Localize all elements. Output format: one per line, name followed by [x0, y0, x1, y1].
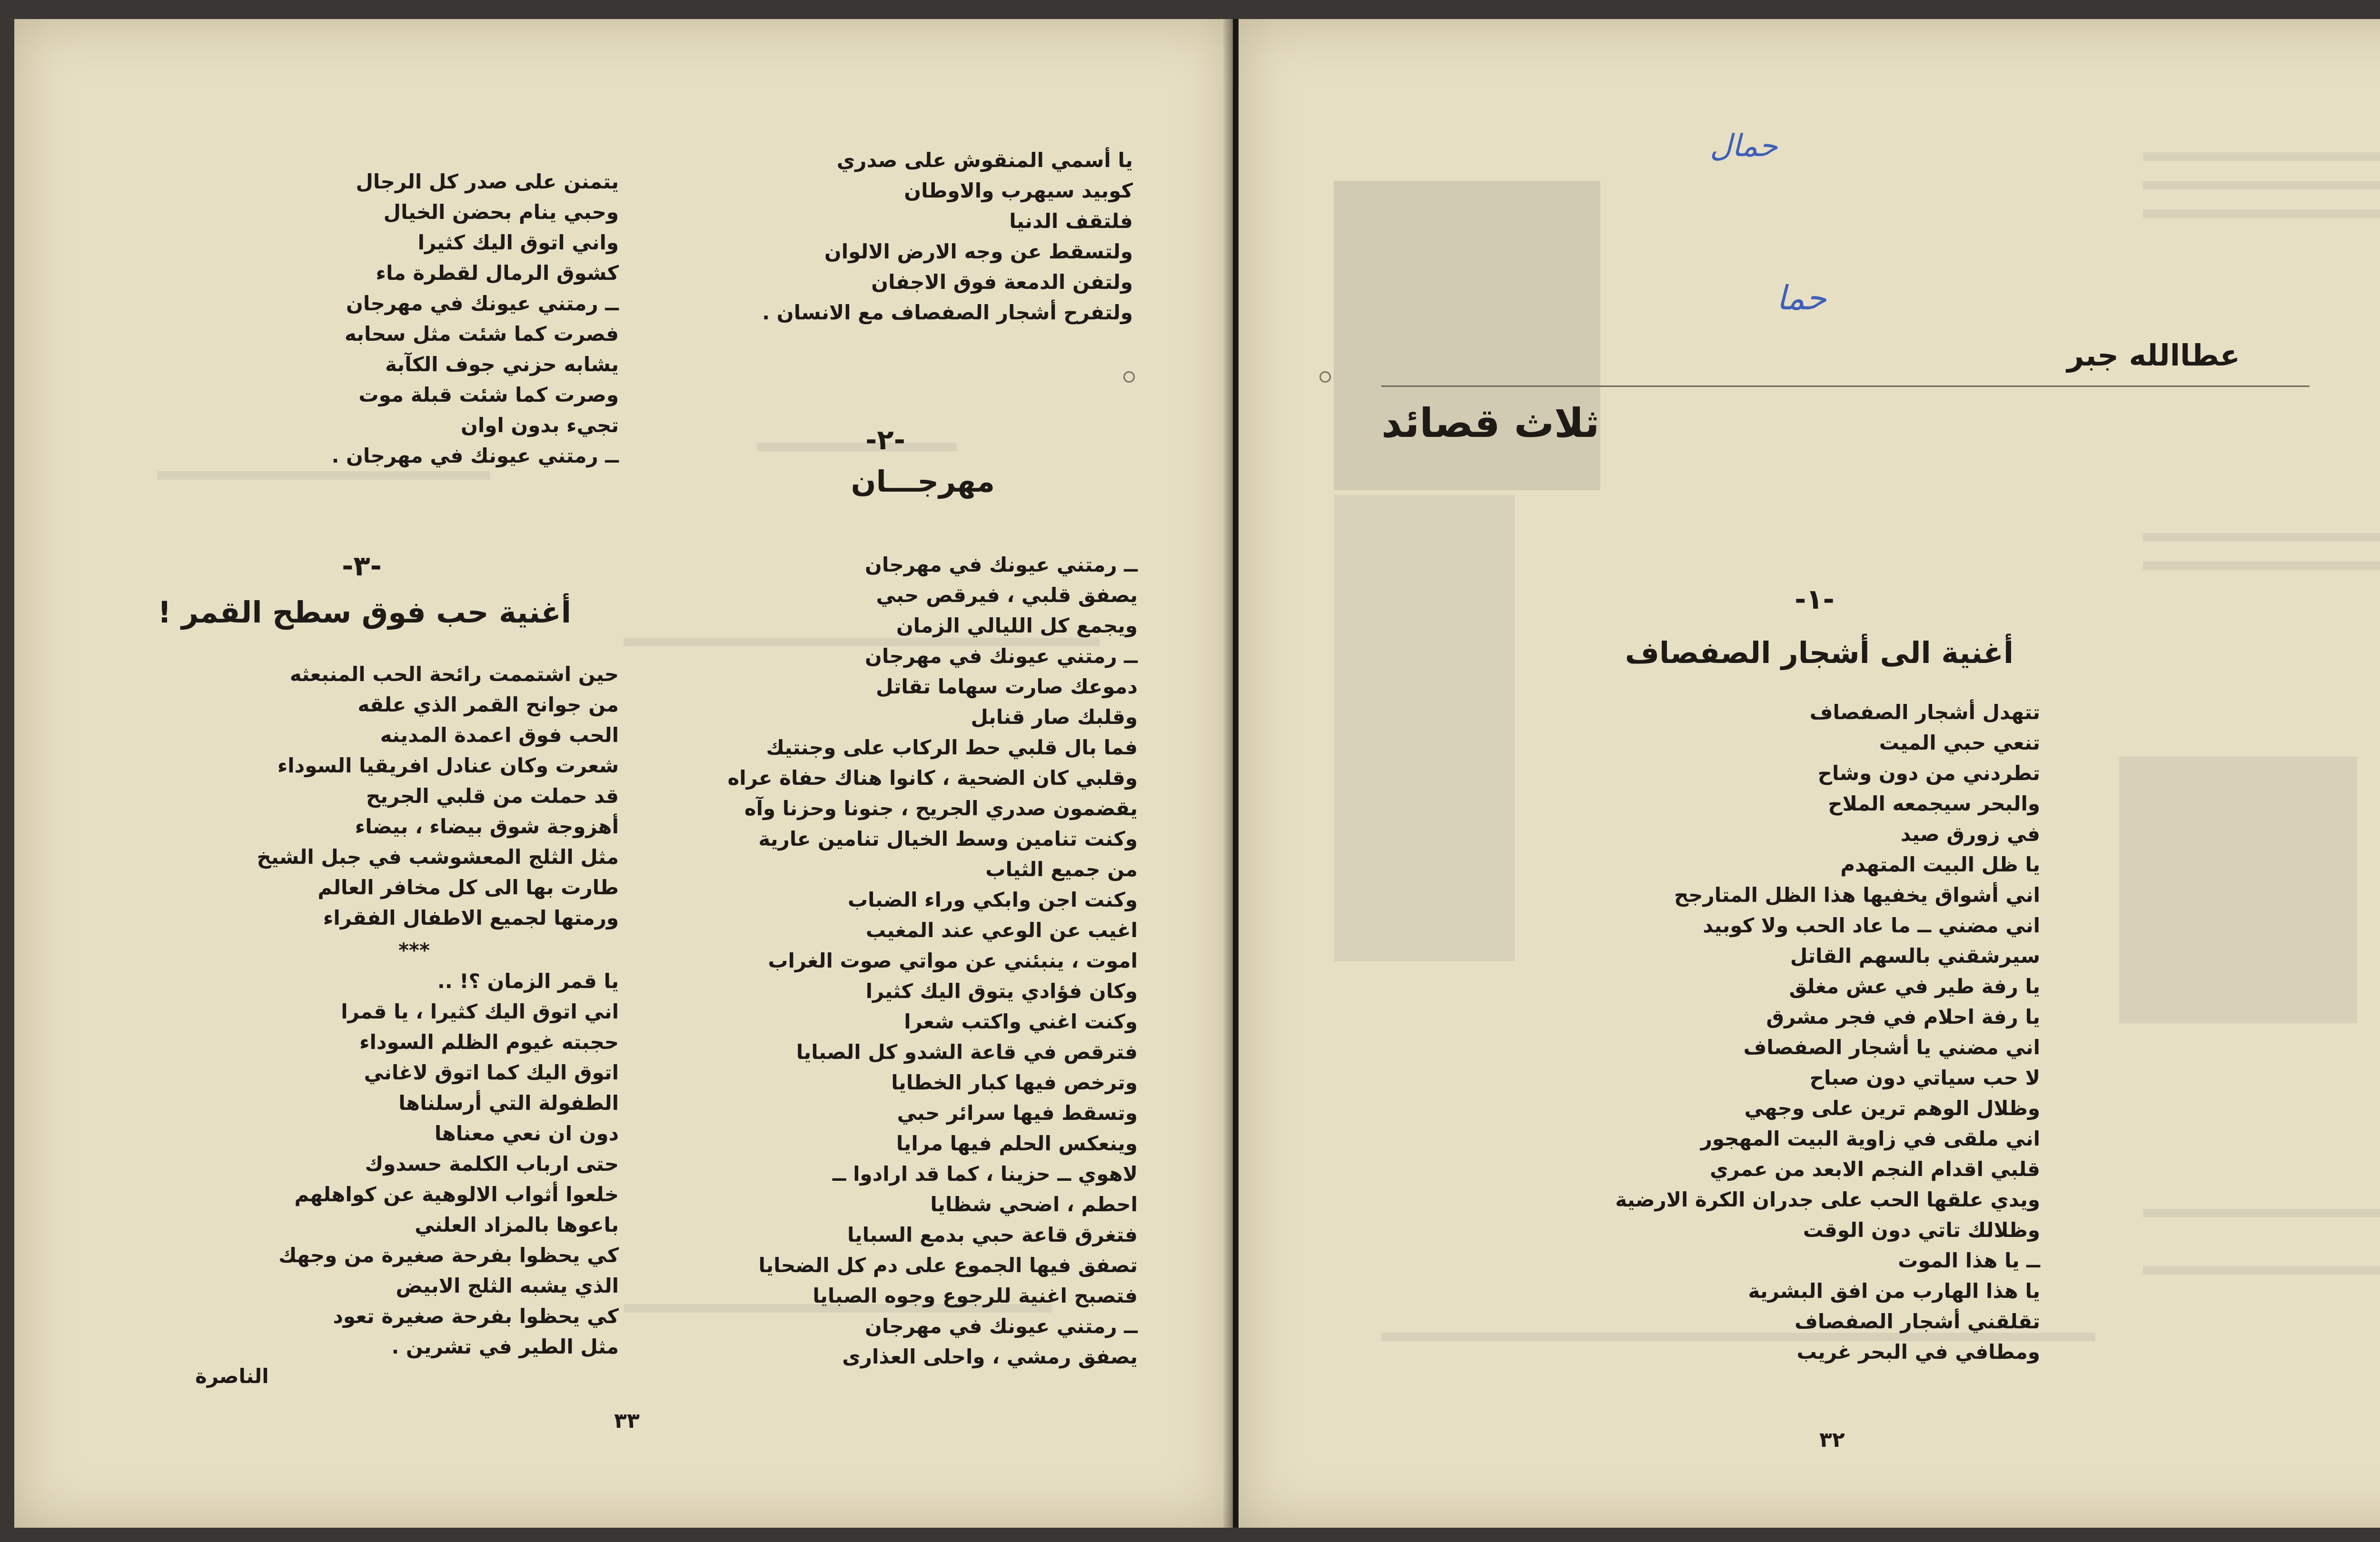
- verse-line: تصفق فيها الجموع على دم كل الضحايا: [758, 1254, 1138, 1277]
- verse-line: ــ رمتني عيونك في مهرجان: [346, 292, 619, 315]
- verse-line: وتسقط فيها سرائر حبي: [897, 1101, 1138, 1125]
- verse-line: حجبته غيوم الظلم السوداء: [359, 1030, 619, 1054]
- page-32: [1239, 19, 2380, 1528]
- verse-line: وصرت كما شئت قبلة موت: [358, 383, 619, 406]
- verse-line: وحبي ينام بحضن الخيال: [383, 200, 619, 224]
- poem3-body: [257, 659, 619, 933]
- verse-line: مثل الثلج المعشوشب في جبل الشيخ: [257, 845, 619, 869]
- poem1-title: أغنية الى أشجار الصفصاف: [1625, 635, 2014, 670]
- verse-line: يا هذا الهارب من افق البشرية: [1748, 1279, 2040, 1303]
- poem2-title: مهرجـــان: [851, 464, 995, 499]
- verse-line: يا رفة احلام في فجر مشرق: [1766, 1005, 2040, 1028]
- page-number: ٣٣: [614, 1409, 640, 1433]
- verse-line: حتى ارباب الكلمة حسدوك: [365, 1152, 619, 1176]
- verse-line: دون ان نعي معناها: [434, 1122, 619, 1145]
- bleed-through-text: [157, 471, 490, 480]
- page-number: ٣٢: [1819, 1428, 1845, 1452]
- verse-line: اني ملقى في زاوية البيت المهجور: [1700, 1127, 2040, 1150]
- verse-line: طارت بها الى كل مخافر العالم: [317, 876, 619, 899]
- verse-line: مثل الطير في تشرين .: [391, 1335, 619, 1358]
- verse-line: اني مضني ــ ما عاد الحب ولا كوبيد: [1703, 914, 2040, 937]
- verse-line: كي يحظوا بفرحة صغيرة من وجهك: [278, 1244, 619, 1267]
- verse-line: قد حملت من قلبي الجريح: [366, 784, 619, 808]
- verse-line: خلعوا أثواب الالوهية عن كواهلهم: [294, 1183, 619, 1206]
- verse-line: من جوانح القمر الذي علقه: [357, 693, 619, 716]
- verse-line: يا قمر الزمان ؟! ..: [437, 969, 619, 993]
- poem1-body: [1615, 697, 2040, 1367]
- verse-line: تتهدل أشجار الصفصاف: [1809, 701, 2040, 724]
- verse-line: الذي يشبه الثلج الابيض: [396, 1274, 619, 1297]
- verse-line: يصفق رمشي ، واحلى العذارى: [842, 1345, 1138, 1368]
- verse-line: ومطافي في البحر غريب: [1796, 1340, 2040, 1364]
- verse-line: الطفولة التي أرسلناها: [398, 1091, 619, 1115]
- verse-line: ورمتها لجميع الاطفال الفقراء: [323, 906, 619, 929]
- book-spread: [14, 19, 2380, 1528]
- verse-line: فلتقف الدنيا: [1009, 209, 1133, 233]
- bleed-through-text: [2143, 1266, 2380, 1275]
- verse-line: اتوق اليك كما اتوق لاغاني: [364, 1061, 619, 1084]
- poem1-ending: [762, 145, 1133, 328]
- verse-line: كوبيد سيهرب والاوطان: [904, 179, 1133, 202]
- verse-line: باعوها بالمزاد العلني: [415, 1213, 619, 1236]
- verse-line: ولتفرح أشجار الصفصاف مع الانسان .: [762, 301, 1133, 324]
- bleed-through-text: [2143, 152, 2380, 161]
- verse-line: تجيء بدون اوان: [461, 414, 619, 437]
- verse-line: اموت ، ينبئني عن مواتي صوت الغراب: [768, 949, 1138, 972]
- handwritten-note: حما: [1776, 278, 1827, 317]
- verse-line: احطم ، اضحي شظايا: [930, 1193, 1138, 1216]
- verse-line: اني اتوق اليك كثيرا ، يا قمرا: [341, 1000, 619, 1023]
- bleed-through-text: [2143, 1209, 2380, 1217]
- verse-line: كشوق الرمال لقطرة ماء: [376, 261, 619, 285]
- verse-line: لاهوي ــ حزينا ، كما قد ارادوا ــ: [832, 1162, 1138, 1186]
- verse-line: وقلبي كان الضحية ، كانوا هناك حفاة عراه: [727, 766, 1138, 790]
- verse-line: قلبي اقدام النجم الابعد من عمري: [1710, 1157, 2040, 1181]
- verse-line: واني اتوق اليك كثيرا: [417, 231, 619, 254]
- verse-line: وكنت اغني واكتب شعرا: [904, 1010, 1138, 1033]
- bleed-through-text: [2143, 562, 2380, 570]
- verse-line: فتصبح اغنية للرجوع وجوه الصبايا: [813, 1284, 1138, 1307]
- binding-hole: [1319, 371, 1331, 383]
- section-separator: ***: [398, 939, 430, 962]
- verse-line: سيرشقني بالسهم القاتل: [1790, 944, 2040, 968]
- verse-line: يا رفة طير في عش مغلق: [1789, 975, 2040, 998]
- poem2-number: -٢-: [865, 424, 905, 456]
- verse-line: لا حب سياتي دون صباح: [1809, 1066, 2040, 1089]
- verse-line: يقضمون صدري الجريح ، جنونا وحزنا وآه: [744, 797, 1138, 820]
- verse-line: اني أشواق يخفيها هذا الظل المتارجح: [1674, 883, 2040, 907]
- handwritten-note: حمال: [1710, 128, 1778, 164]
- verse-line: فتغرق قاعة حبي بدمع السبايا: [847, 1223, 1138, 1246]
- verse-line: وظلال الوهم ترين على وجهي: [1744, 1097, 2040, 1120]
- poem3-number: -٣-: [342, 550, 382, 582]
- author-name: عطاالله جبر: [2067, 338, 2240, 373]
- verse-line: في زورق صيد: [1900, 822, 2040, 846]
- page-33: [14, 19, 1233, 1528]
- verse-line: الحب فوق اعمدة المدينه: [380, 723, 619, 747]
- verse-line: أهزوجة شوق بيضاء ، بيضاء: [355, 815, 619, 838]
- verse-line: وكنت تنامين وسط الخيال تنامين عارية: [758, 827, 1138, 850]
- verse-line: يتمنن على صدر كل الرجال: [356, 170, 619, 193]
- verse-line: يصفق قلبي ، فيرقص حبي: [876, 583, 1138, 607]
- poem1-number: -١-: [1795, 583, 1835, 615]
- verse-line: شعرت وكان عنادل افريقيا السوداء: [277, 754, 619, 777]
- verse-line: وقلبك صار قنابل: [971, 705, 1138, 729]
- verse-line: ــ رمتني عيونك في مهرجان: [865, 1315, 1138, 1338]
- verse-line: ــ رمتني عيونك في مهرجان: [865, 644, 1138, 668]
- verse-line: وترخص فيها كبار الخطايا: [891, 1071, 1138, 1094]
- verse-line: من جميع الثياب: [985, 858, 1138, 881]
- verse-line: يا أسمي المنقوش على صدري: [836, 148, 1133, 172]
- poem3-title: أغنية حب فوق سطح القمر !: [158, 595, 571, 630]
- verse-line: ــ رمتني عيونك في مهرجان .: [331, 444, 619, 467]
- bleed-through-text: [2143, 209, 2380, 218]
- verse-line: حين اشتممت رائحة الحب المنبعثه: [289, 662, 619, 686]
- poem2-body: [728, 550, 1138, 1372]
- header-rule: [1381, 386, 2310, 387]
- verse-line: ويجمع كل الليالي الزمان: [896, 614, 1138, 637]
- binding-hole: [1123, 371, 1135, 383]
- verse-line: اغيب عن الوعي عند المغيب: [865, 919, 1138, 942]
- verse-line: وظلالك تاتي دون الوقت: [1803, 1218, 2040, 1242]
- verse-line: وكان فؤادي يتوق اليك كثيرا: [865, 979, 1138, 1003]
- verse-line: يشابه حزني جوف الكآبة: [385, 353, 619, 376]
- verse-line: تنعي حبي الميت: [1879, 731, 2040, 754]
- verse-line: فترقص في قاعة الشدو كل الصبايا: [796, 1040, 1138, 1064]
- verse-line: ولتفن الدمعة فوق الاجفان: [871, 270, 1133, 294]
- verse-line: اني مضني يا أشجار الصفصاف: [1743, 1036, 2040, 1059]
- verse-line: تقلقني أشجار الصفصاف: [1795, 1310, 2040, 1333]
- main-title: ثلاث قصائد: [1381, 400, 1600, 446]
- verse-line: والبحر سيجمعه الملاح: [1828, 792, 2040, 815]
- location-signature: الناصرة: [195, 1364, 269, 1388]
- verse-line: فما بال قلبي حط الركاب على وجنتيك: [766, 736, 1138, 759]
- bleed-through-text: [2143, 181, 2380, 189]
- bleed-through-text: [2143, 533, 2380, 542]
- verse-line: ويدي علقها الحب على جدران الكرة الارضية: [1615, 1188, 2040, 1211]
- verse-line: دموعك صارت سهاما تقاتل: [876, 675, 1138, 698]
- verse-line: كي يحظوا بفرحة صغيرة تعود: [333, 1305, 619, 1328]
- verse-line: يا ظل البيت المتهدم: [1840, 853, 2040, 876]
- bleed-through-photo: [2119, 757, 2357, 1023]
- bleed-through-photo: [1334, 495, 1515, 961]
- verse-line: وينعكس الحلم فيها مرايا: [896, 1132, 1138, 1155]
- verse-line: ــ رمتني عيونك في مهرجان: [865, 553, 1138, 576]
- verse-line: ولتسقط عن وجه الارض الالوان: [824, 240, 1133, 263]
- verse-line: وكنت اجن وابكي وراء الضباب: [847, 888, 1138, 911]
- poem2-continued: [331, 167, 619, 471]
- verse-line: ــ يا هذا الموت: [1898, 1249, 2040, 1272]
- verse-line: تطردني من دون وشاح: [1817, 761, 2040, 785]
- poem3-body-part2: [278, 966, 619, 1362]
- verse-line: فصرت كما شئت مثل سحابه: [344, 322, 619, 346]
